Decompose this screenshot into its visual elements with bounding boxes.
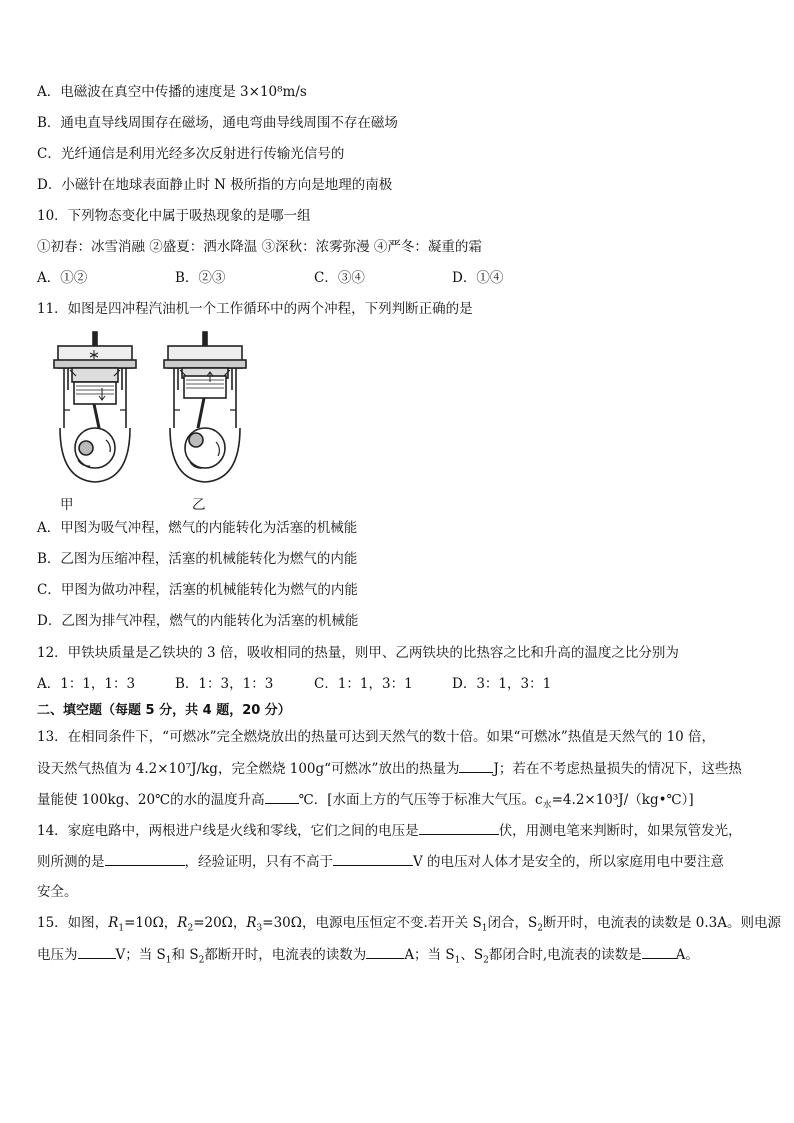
q15-l2-s1-sub: 1 [165,955,172,966]
q15-r2-val: =20Ω， [193,915,247,931]
q13-text-e: =4.2×10³J/（kg•℃）] [551,792,694,808]
q14-line3: 安全。 [37,884,78,900]
q12-stem: 12．甲铁块质量是乙铁块的 3 倍，吸收相同的热量，则甲、乙两铁块的比热容之比和升高的温度之比分别为 [37,645,679,661]
q15-text-g: 、S [460,947,484,963]
q12-option-c: C．1：1，3：1 [314,676,413,692]
q10-stem: 10．下列物态变化中属于吸热现象的是哪一组 [37,208,311,224]
q14-line1 [37,820,742,841]
q15-r1-val: =10Ω， [124,915,178,931]
q15-s1-sub: 1 [481,923,488,934]
q13-sub-water: 水 [542,800,552,811]
q10-option-b: B．②③ [175,270,226,286]
engine-diagram [50,330,250,510]
q12-option-a: A．1：1，1：3 [37,676,136,692]
q15-r1-sub: 1 [118,923,125,934]
figure-label-yi: 乙 [192,497,206,513]
q12-option-b: B．1：3，1：3 [175,676,274,692]
q14-text-e: V 的电压对人体才是安全的，所以家庭用电中要注意 [413,854,725,870]
q15-r3-val: =30Ω，电源电压恒定不变.若开关 S [262,915,482,931]
q13-text-a: 设天然气热值为 4.2×10⁷J/kg，完全燃烧 100g“可燃冰”放出的热量为 [37,761,460,777]
q15-s2-sub: 2 [537,923,544,934]
q14-line2 [37,851,724,872]
q13-text-d: ℃．[水面上方的气压等于标准大气压。c [298,792,543,808]
q15-text-d: 和 S [171,947,199,963]
q15-text-e: 都断开时，电流表的读数为 [204,947,367,963]
q14-blank-wire[interactable] [105,851,185,866]
q13-line3 [37,789,694,816]
q14-text-d: ，经验证明，只有不高于 [184,854,333,870]
q14-text-c: 则所测的是 [37,854,105,870]
q15-text-a: 15．如图， [37,915,109,931]
q12-option-d: D．3：1，3：1 [452,676,552,692]
q15-r3: R [246,915,257,931]
q13-line1: 13．在相同条件下，“可燃冰”完全燃烧放出的热量可达到天然气的数十倍。如果“可燃冰”热值是天然气的 10 倍， [37,729,716,745]
q10-option-a: A．①② [37,270,88,286]
q13-text-b: J；若在不考虑热量损失的情况下，这些热 [493,761,742,777]
q15-l2-s2-sub: 2 [198,955,205,966]
q13-text-c: 量能使 100kg、20℃的水的温度升高 [37,792,265,808]
q13-blank-temp[interactable] [265,789,299,804]
section-heading-fill-in: 二、填空题（每题 5 分，共 4 题，20 分） [37,703,291,718]
q11-option-b: B．乙图为压缩冲程，活塞的机械能转化为燃气的内能 [37,551,358,567]
q10-option-c: C．③④ [314,270,365,286]
q9-option-a: A．电磁波在真空中传播的速度是 3×10⁸m/s [37,84,307,100]
q9-option-d: D．小磁针在地球表面静止时 N 极所指的方向是地理的南极 [37,177,393,193]
q15-r2-sub: 2 [187,923,194,934]
q15-text-h: 都闭合时,电流表的读数是 [488,947,642,963]
q15-l2-s1b-sub: 1 [454,955,461,966]
q9-option-c: C．光纤通信是利用光经多次反射进行传输光信号的 [37,146,345,162]
q15-blank-current-open[interactable] [366,944,404,959]
q13-blank-heat[interactable] [459,758,493,773]
q10-option-d: D．①④ [452,270,504,286]
q15-text-b: 电压为 [37,947,78,963]
q15-text-tail: 断开时，电流表的读数是 0.3A。则电源 [543,915,782,931]
q14-blank-voltage[interactable] [419,820,499,835]
q15-blank-current-closed[interactable] [642,944,676,959]
q14-blank-safe-voltage[interactable] [333,851,413,866]
q15-line2 [37,944,699,971]
q15-text-mid: 闭合，S [487,915,538,931]
figure-label-jia: 甲 [60,497,74,513]
q14-text-b: 伏，用测电笔来判断时，如果氖管发光， [498,823,742,839]
q13-line2 [37,758,742,779]
q15-line1 [37,913,781,939]
q15-r3-sub: 3 [256,923,263,934]
q14-text-a: 14．家庭电路中，两根进户线是火线和零线，它们之间的电压是 [37,823,419,839]
q9-option-b: B．通电直导线周围存在磁场，通电弯曲导线周围不存在磁场 [37,115,398,131]
q15-l2-s2b-sub: 2 [483,955,489,966]
q11-option-d: D．乙图为排气冲程，燃气的内能转化为活塞的机械能 [37,613,359,629]
q11-option-c: C．甲图为做功冲程，活塞的机械能转化为燃气的内能 [37,582,358,598]
q11-stem: 11．如图是四冲程汽油机一个工作循环中的两个冲程，下列判断正确的是 [37,301,473,317]
q15-r1: R [108,915,119,931]
q15-blank-voltage[interactable] [78,944,116,959]
q11-option-a: A．甲图为吸气冲程，燃气的内能转化为活塞的机械能 [37,520,358,536]
engine-strokes-figure [50,330,250,513]
q10-items: ①初春：冰雪消融 ②盛夏：洒水降温 ③深秋：浓雾弥漫 ④严冬：凝重的霜 [37,239,482,255]
q15-text-f: A；当 S [404,947,455,963]
q15-text-i: A。 [675,947,699,963]
q15-text-c: V；当 S [115,947,166,963]
q15-r2: R [177,915,188,931]
